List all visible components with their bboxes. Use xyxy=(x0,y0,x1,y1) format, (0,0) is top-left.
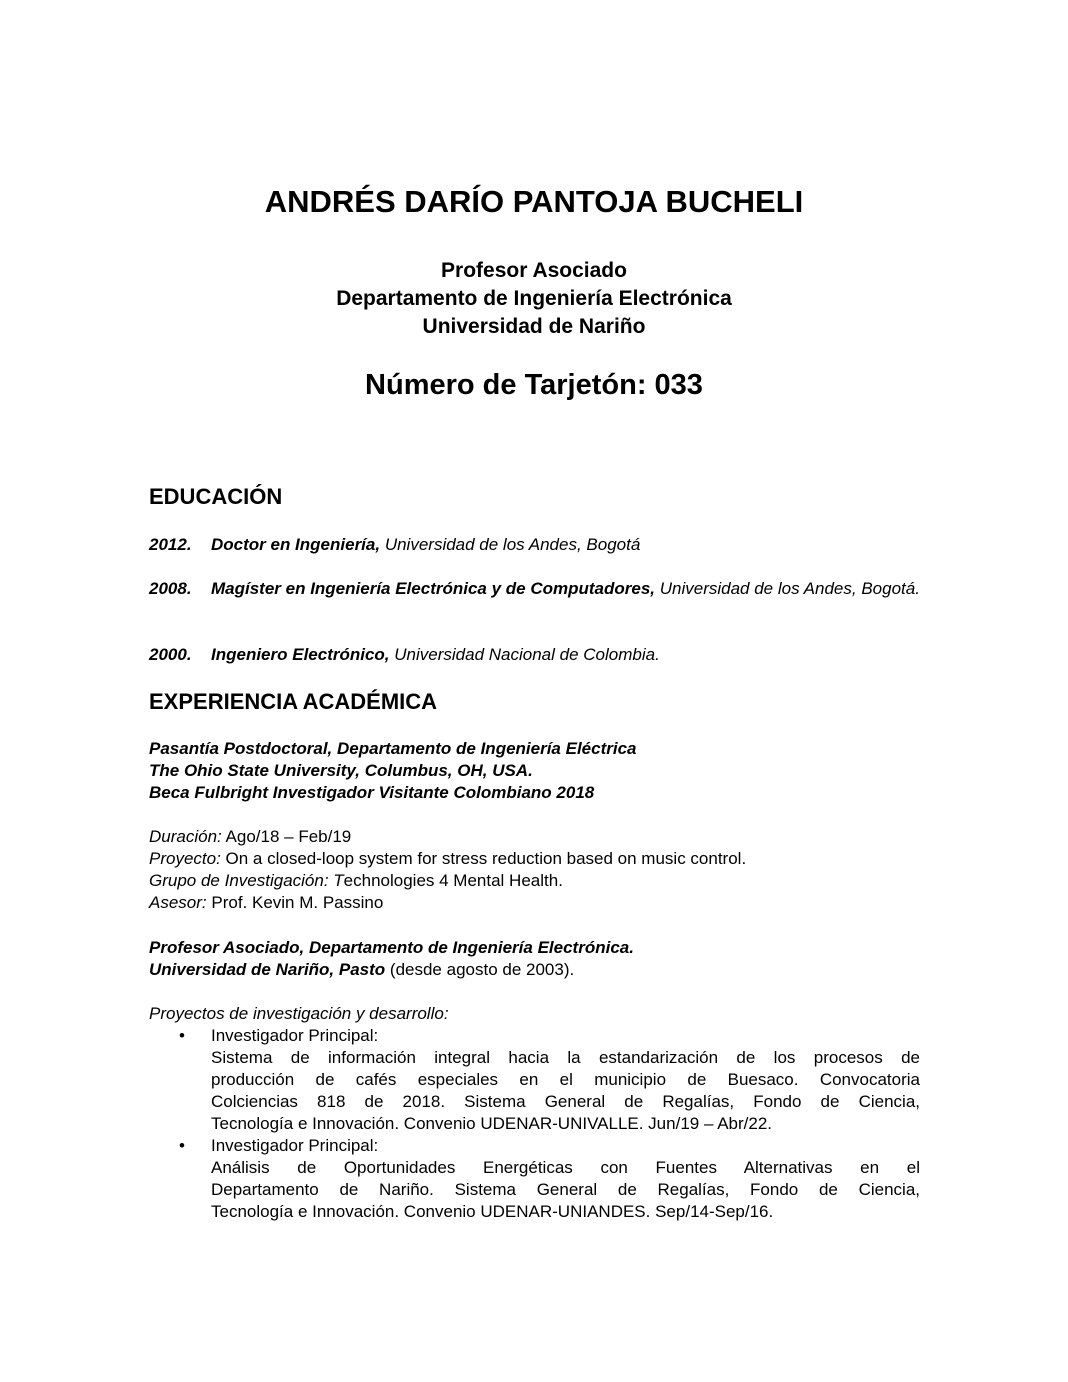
person-name: ANDRÉS DARÍO PANTOJA BUCHELI xyxy=(264,184,804,219)
advisor-value: Prof. Kevin M. Passino xyxy=(206,893,384,912)
education-text xyxy=(211,578,920,600)
group-label: Grupo de Investigación: T xyxy=(149,871,344,890)
education-place: Universidad Nacional de Colombia. xyxy=(389,645,660,664)
professor-university: Universidad de Nariño, Pasto xyxy=(149,960,386,979)
professor-since: (desde agosto de 2003). xyxy=(385,960,575,979)
department-name: Departamento de Ingeniería Electrónica xyxy=(336,287,732,310)
project-line: Análisis de Oportunidades Energéticas con Fuentes Alternativas en el xyxy=(211,1158,920,1177)
card-number: Número de Tarjetón: 033 xyxy=(365,369,703,401)
education-place: Universidad de los Andes, Bogotá. xyxy=(655,579,920,598)
postdoc-scholarship: Beca Fulbright Investigador Visitante Colombiano 2018 xyxy=(149,783,595,802)
education-item xyxy=(149,644,920,666)
projects-title: Proyectos de investigación y desarrollo: xyxy=(149,1004,449,1023)
education-text xyxy=(211,534,920,556)
project-role: Investigador Principal: xyxy=(211,1136,379,1155)
professor-title: Profesor Asociado, Departamento de Ingeniería Electrónica. xyxy=(149,938,634,957)
project-item xyxy=(149,1135,920,1223)
project-line: producción de cafés especiales en el municipio de Buesaco. Convocatoria xyxy=(211,1070,920,1089)
project-role: Investigador Principal: xyxy=(211,1026,379,1045)
project-value: On a closed-loop system for stress reduction based on music control. xyxy=(220,849,747,868)
education-degree: Ingeniero Electrónico, xyxy=(211,645,390,664)
project-item xyxy=(149,1025,920,1135)
education-heading: EDUCACIÓN xyxy=(149,484,283,509)
advisor-label: Asesor: xyxy=(149,893,207,912)
project-line: Departamento de Nariño. Sistema General de Regalías, Fondo de Ciencia, xyxy=(211,1180,920,1199)
education-year: 2000. xyxy=(149,645,192,664)
group-value: echnologies 4 Mental Health. xyxy=(343,871,563,890)
postdoc-details xyxy=(149,826,920,914)
experience-heading: EXPERIENCIA ACADÉMICA xyxy=(149,689,438,714)
education-degree: Doctor en Ingeniería, xyxy=(211,535,381,554)
education-year: 2012. xyxy=(149,535,192,554)
university-name: Universidad de Nariño xyxy=(422,315,646,338)
education-item xyxy=(149,534,920,556)
project-label: Proyecto: xyxy=(149,849,221,868)
education-text xyxy=(211,644,920,666)
postdoc-advisor xyxy=(149,892,920,914)
project-line: Colciencias 818 de 2018. Sistema General de Regalías, Fondo de Ciencia, xyxy=(211,1092,920,1111)
affiliation-block xyxy=(0,257,1068,341)
professor-position xyxy=(149,937,920,981)
duration-value: Ago/18 – Feb/19 xyxy=(221,827,352,846)
position-title: Profesor Asociado xyxy=(441,259,627,282)
education-year: 2008. xyxy=(149,579,192,598)
professor-institution xyxy=(149,959,920,981)
project-line: Tecnología e Innovación. Convenio UDENAR-UNIVALLE. Jun/19 – Abr/22. xyxy=(211,1114,772,1133)
bullet-icon: • xyxy=(179,1136,185,1155)
education-place: Universidad de los Andes, Bogotá xyxy=(380,535,641,554)
postdoc-institution: The Ohio State University, Columbus, OH, USA. xyxy=(149,761,533,780)
bullet-icon: • xyxy=(179,1026,185,1045)
postdoc-group xyxy=(149,870,920,892)
education-degree: Magíster en Ingeniería Electrónica y de Computadores, xyxy=(211,579,656,598)
project-line: Tecnología e Innovación. Convenio UDENAR-UNIANDES. Sep/14-Sep/16. xyxy=(211,1202,774,1221)
duration-label: Duración: xyxy=(149,827,222,846)
postdoc-title: Pasantía Postdoctoral, Departamento de Ingeniería Eléctrica xyxy=(149,739,637,758)
postdoc-project xyxy=(149,848,920,870)
projects-section xyxy=(149,1003,920,1223)
project-line: Sistema de información integral hacia la estandarización de los procesos de xyxy=(211,1048,920,1067)
postdoc-header xyxy=(149,738,920,804)
postdoc-duration xyxy=(149,826,920,848)
education-item xyxy=(149,578,920,600)
